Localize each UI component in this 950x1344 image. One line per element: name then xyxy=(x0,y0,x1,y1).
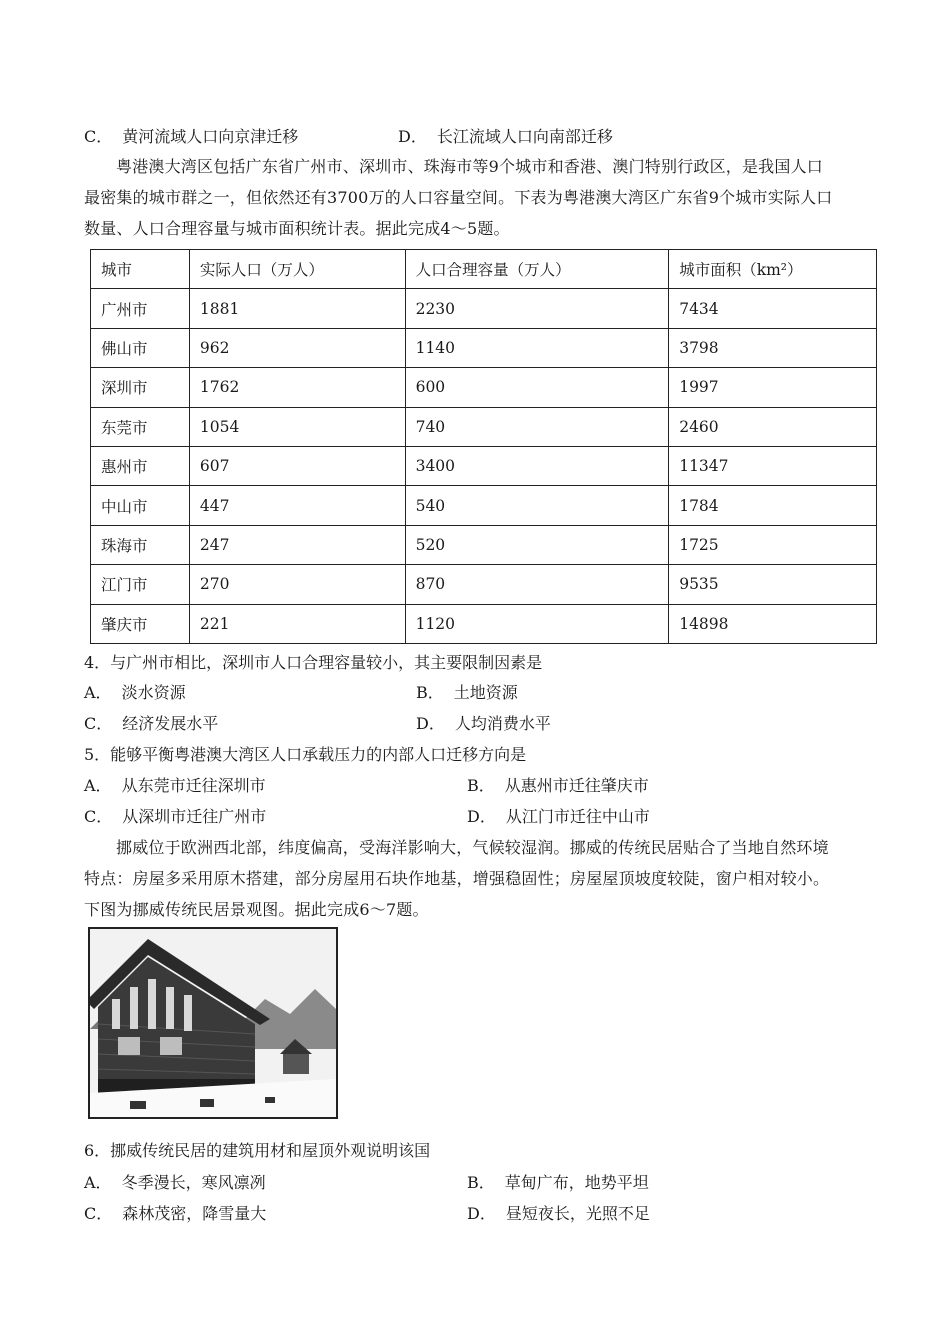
city-population-table xyxy=(90,249,877,644)
option-label: C． xyxy=(84,714,113,733)
table-row xyxy=(91,368,877,407)
passage-line: 特点：房屋多采用原木搭建，部分房屋用石块作地基，增强稳固性；房屋屋顶坡度较陡，窗户相对较小。 xyxy=(84,869,830,888)
cell-city: 东莞市 xyxy=(91,407,190,446)
option-text: 土地资源 xyxy=(453,683,518,702)
header-actual-population: 实际人口（万人） xyxy=(189,250,405,289)
prev-option-c xyxy=(84,124,298,147)
cell-city-area: 1997 xyxy=(669,368,877,407)
option-text: 草甸广布，地势平坦 xyxy=(504,1173,649,1192)
option-label: B． xyxy=(416,683,444,702)
option-label: D． xyxy=(398,127,427,146)
cell-actual-population: 221 xyxy=(189,604,405,643)
cell-reasonable-capacity: 1120 xyxy=(405,604,669,643)
table-row xyxy=(91,525,877,564)
cell-reasonable-capacity: 520 xyxy=(405,525,669,564)
passage-line: 挪威位于欧洲西北部，纬度偏高，受海洋影响大，气候较湿润。挪威的传统民居贴合了当地自然环境 xyxy=(116,838,829,857)
cell-city: 江门市 xyxy=(91,565,190,604)
passage-greater-bay-area xyxy=(84,151,866,244)
option-text: 黄河流域人口向京津迁移 xyxy=(122,127,299,146)
cell-reasonable-capacity: 2230 xyxy=(405,289,669,328)
option-text: 从东莞市迁往深圳市 xyxy=(121,776,266,795)
table-row xyxy=(91,446,877,485)
option-label: D． xyxy=(467,1204,496,1223)
cell-city: 广州市 xyxy=(91,289,190,328)
option-text: 冬季漫长，寒风凛冽 xyxy=(121,1173,266,1192)
cell-city: 佛山市 xyxy=(91,328,190,367)
cell-city: 珠海市 xyxy=(91,525,190,564)
cell-reasonable-capacity: 1140 xyxy=(405,328,669,367)
q4-option-c xyxy=(84,711,218,734)
header-reasonable-capacity: 人口合理容量（万人） xyxy=(405,250,669,289)
option-label: D． xyxy=(467,807,496,826)
q6-option-d xyxy=(467,1201,650,1224)
header-city: 城市 xyxy=(91,250,190,289)
option-label: B． xyxy=(467,776,495,795)
cell-reasonable-capacity: 540 xyxy=(405,486,669,525)
cell-actual-population: 607 xyxy=(189,446,405,485)
table-row xyxy=(91,328,877,367)
q5-option-b xyxy=(467,773,649,796)
table-row xyxy=(91,486,877,525)
option-text: 昼短夜长，光照不足 xyxy=(505,1204,650,1223)
cell-actual-population: 270 xyxy=(189,565,405,604)
cell-actual-population: 1881 xyxy=(189,289,405,328)
option-text: 长江流域人口向南部迁移 xyxy=(436,127,613,146)
question-5-stem: 5．能够平衡粤港澳大湾区人口承载压力的内部人口迁移方向是 xyxy=(84,745,527,764)
q6-option-a xyxy=(84,1170,266,1193)
cell-city: 深圳市 xyxy=(91,368,190,407)
option-label: C． xyxy=(84,807,113,826)
table-row xyxy=(91,565,877,604)
q4-option-b xyxy=(416,680,518,703)
q4-option-d xyxy=(416,711,551,734)
option-label: D． xyxy=(416,714,445,733)
question-4-stem: 4．与广州市相比，深圳市人口合理容量较小，其主要限制因素是 xyxy=(84,653,543,672)
house-illustration xyxy=(90,929,336,1117)
cell-city: 中山市 xyxy=(91,486,190,525)
cell-city: 惠州市 xyxy=(91,446,190,485)
cell-city-area: 7434 xyxy=(669,289,877,328)
q6-option-b xyxy=(467,1170,649,1193)
cell-city-area: 2460 xyxy=(669,407,877,446)
option-label: B． xyxy=(467,1173,495,1192)
cell-city-area: 9535 xyxy=(669,565,877,604)
cell-reasonable-capacity: 3400 xyxy=(405,446,669,485)
cell-actual-population: 1054 xyxy=(189,407,405,446)
cell-city-area: 1784 xyxy=(669,486,877,525)
option-text: 从江门市迁往中山市 xyxy=(505,807,650,826)
cell-reasonable-capacity: 870 xyxy=(405,565,669,604)
passage-line: 粤港澳大湾区包括广东省广州市、深圳市、珠海市等9个城市和香港、澳门特别行政区，是我国人口 xyxy=(116,157,823,176)
cell-city-area: 14898 xyxy=(669,604,877,643)
cell-city-area: 11347 xyxy=(669,446,877,485)
cell-actual-population: 1762 xyxy=(189,368,405,407)
header-city-area: 城市面积（km²） xyxy=(669,250,877,289)
table-header-row xyxy=(91,250,877,289)
passage-line: 数量、人口合理容量与城市面积统计表。据此完成4～5题。 xyxy=(84,219,510,238)
passage-line: 下图为挪威传统民居景观图。据此完成6～7题。 xyxy=(84,900,429,919)
option-label: C． xyxy=(84,127,113,146)
passage-line: 最密集的城市群之一，但依然还有3700万的人口容量空间。下表为粤港澳大湾区广东省9个城市实际人口 xyxy=(84,188,833,207)
table-row xyxy=(91,289,877,328)
q5-option-d xyxy=(467,804,650,827)
cell-actual-population: 247 xyxy=(189,525,405,564)
norway-house-photo xyxy=(88,927,338,1119)
table-row xyxy=(91,604,877,643)
option-text: 从深圳市迁往广州市 xyxy=(122,807,267,826)
q5-option-c xyxy=(84,804,266,827)
q5-option-a xyxy=(84,773,266,796)
cell-actual-population: 962 xyxy=(189,328,405,367)
cell-city: 肇庆市 xyxy=(91,604,190,643)
option-text: 淡水资源 xyxy=(121,683,186,702)
cell-city-area: 1725 xyxy=(669,525,877,564)
option-label: A． xyxy=(84,683,112,702)
q4-option-a xyxy=(84,680,186,703)
cell-city-area: 3798 xyxy=(669,328,877,367)
option-label: A． xyxy=(84,1173,112,1192)
q6-option-c xyxy=(84,1201,266,1224)
option-label: A． xyxy=(84,776,112,795)
option-label: C． xyxy=(84,1204,113,1223)
option-text: 森林茂密，降雪量大 xyxy=(122,1204,267,1223)
option-text: 人均消费水平 xyxy=(454,714,551,733)
passage-norway-housing xyxy=(84,832,866,925)
cell-reasonable-capacity: 740 xyxy=(405,407,669,446)
cell-actual-population: 447 xyxy=(189,486,405,525)
prev-option-d xyxy=(398,124,613,147)
question-6-stem: 6．挪威传统民居的建筑用材和屋顶外观说明该国 xyxy=(84,1141,431,1160)
table-row xyxy=(91,407,877,446)
option-text: 从惠州市迁往肇庆市 xyxy=(504,776,649,795)
option-text: 经济发展水平 xyxy=(122,714,219,733)
cell-reasonable-capacity: 600 xyxy=(405,368,669,407)
